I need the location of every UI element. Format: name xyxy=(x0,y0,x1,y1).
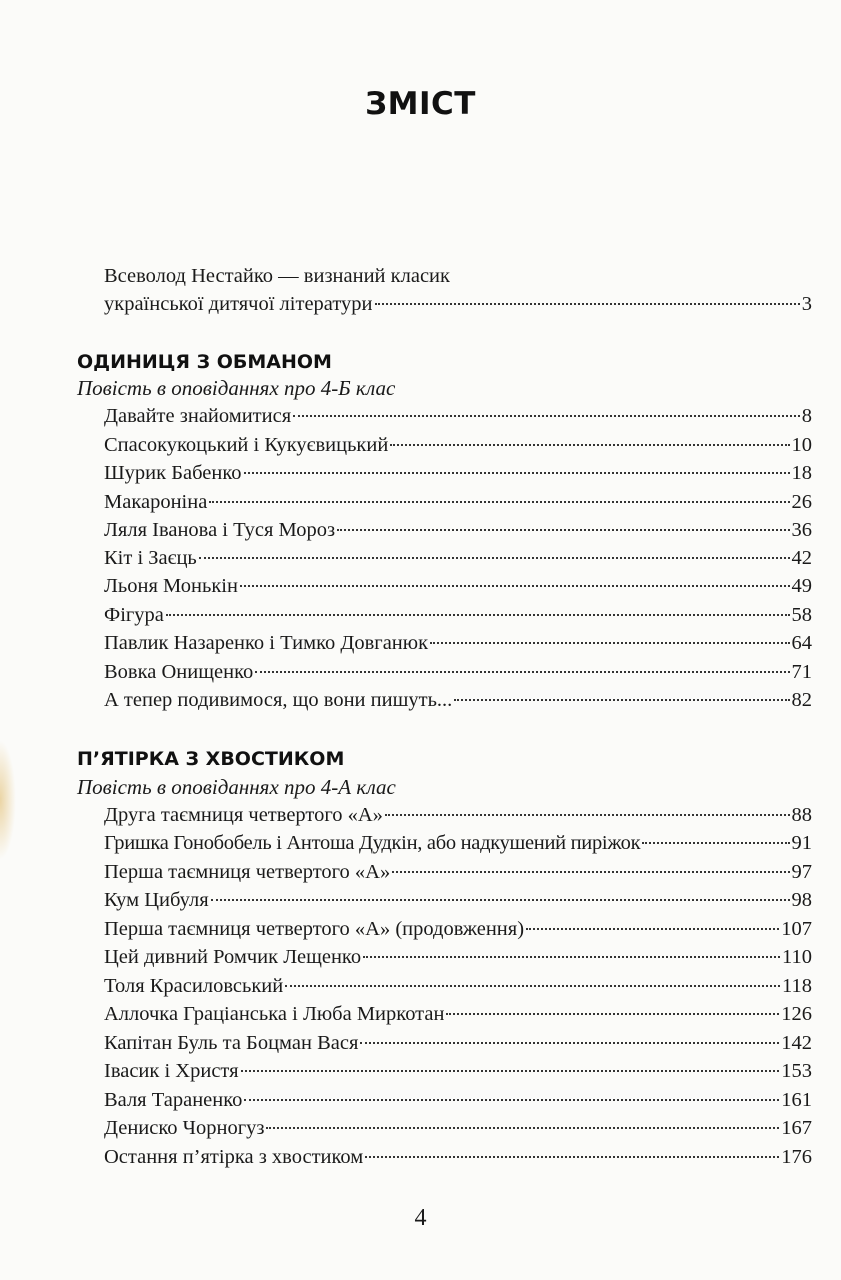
toc-leader-dots xyxy=(360,1042,779,1044)
toc-entry[interactable] xyxy=(104,1060,812,1090)
toc-entry-title: Спасокукоцький і Кукуєвицький xyxy=(104,434,389,456)
toc-entry-title: Цей дивний Ромчик Лещенко xyxy=(104,946,362,968)
toc-leader-dots xyxy=(211,899,790,901)
toc-leader-dots xyxy=(255,671,789,673)
section-title: ОДИНИЦЯ З ОБМАНОМ xyxy=(77,351,332,373)
toc-entry[interactable] xyxy=(104,861,812,891)
toc-leader-dots xyxy=(337,529,789,531)
toc-entry-title: Макароніна xyxy=(104,491,208,513)
toc-entry[interactable] xyxy=(104,689,812,719)
toc-entry-page: 97 xyxy=(791,861,812,883)
toc-entry-page: 3 xyxy=(801,293,812,315)
toc-entry-title: Остання п’ятірка з хвостиком xyxy=(104,1146,364,1168)
toc-entry-page: 88 xyxy=(791,804,812,826)
toc-entry-title: Всеволод Нестайко — визнаний класик xyxy=(104,265,450,287)
toc-leader-dots xyxy=(642,842,789,844)
toc-entry-page: 49 xyxy=(791,575,812,597)
toc-entry-intro-line1 xyxy=(104,265,704,295)
toc-entry-page: 98 xyxy=(791,889,812,911)
toc-leader-dots xyxy=(526,928,779,930)
toc-entry[interactable] xyxy=(104,604,812,634)
toc-leader-dots xyxy=(266,1127,779,1129)
toc-entry-page: 142 xyxy=(781,1032,812,1054)
toc-entry-page: 176 xyxy=(781,1146,812,1168)
toc-entry-page: 126 xyxy=(781,1003,812,1025)
toc-leader-dots xyxy=(392,871,789,873)
toc-leader-dots xyxy=(244,1099,779,1101)
section-subtitle: Повість в оповіданнях про 4-Б клас xyxy=(77,376,396,400)
toc-entry-page: 167 xyxy=(781,1117,812,1139)
toc-entry-page: 42 xyxy=(791,547,812,569)
toc-leader-dots xyxy=(240,585,790,587)
section-title: П’ЯТІРКА З ХВОСТИКОМ xyxy=(77,748,345,770)
toc-entry-title: Павлик Назаренко і Тимко Довганюк xyxy=(104,632,429,654)
page-number: 4 xyxy=(414,1205,427,1231)
toc-entry-title: Валя Тараненко xyxy=(104,1089,243,1111)
toc-leader-dots xyxy=(365,1156,779,1158)
toc-entry-page: 91 xyxy=(791,832,812,854)
toc-entry-page: 161 xyxy=(781,1089,812,1111)
toc-leader-dots xyxy=(199,557,790,559)
toc-entry-title: Кум Цибуля xyxy=(104,889,209,911)
toc-entry[interactable] xyxy=(104,462,812,492)
toc-leader-dots xyxy=(285,985,780,987)
toc-entry-page: 8 xyxy=(801,405,812,427)
toc-leader-dots xyxy=(166,614,790,616)
toc-entry-title: Толя Красиловський xyxy=(104,975,284,997)
toc-leader-dots xyxy=(363,956,780,958)
toc-entry[interactable] xyxy=(104,1117,812,1147)
toc-entry[interactable] xyxy=(104,1003,812,1033)
toc-entry-title: Кіт і Заєць xyxy=(104,547,197,569)
toc-entry[interactable] xyxy=(104,889,812,919)
toc-entry-page: 36 xyxy=(791,519,812,541)
toc-entry[interactable] xyxy=(104,575,812,605)
toc-entry-title: Івасик і Христя xyxy=(104,1060,239,1082)
toc-leader-dots xyxy=(209,501,789,503)
toc-leader-dots xyxy=(390,444,789,446)
toc-entry-title: Перша таємниця четвертого «А» xyxy=(104,861,391,883)
toc-entry-title: української дитячої літератури xyxy=(104,293,373,315)
page-edge-shadow xyxy=(0,740,16,860)
toc-entry-page: 110 xyxy=(782,946,812,968)
toc-leader-dots xyxy=(293,415,800,417)
toc-entry[interactable] xyxy=(104,519,812,549)
toc-leader-dots xyxy=(241,1070,780,1072)
toc-entry-title: Ляля Іванова і Туся Мороз xyxy=(104,519,336,541)
toc-entry-title: Друга таємниця четвертого «А» xyxy=(104,804,383,826)
toc-entry[interactable] xyxy=(104,1032,812,1062)
toc-entry-title: Аллочка Граціанська і Люба Миркотан xyxy=(104,1003,445,1025)
toc-entry[interactable] xyxy=(104,547,812,577)
toc-entry-title: Дениско Чорногуз xyxy=(104,1117,265,1139)
toc-entry-title: Гришка Гонобобель і Антоша Дудкін, або надкушений пиріжок xyxy=(104,832,641,854)
toc-entry[interactable] xyxy=(104,918,812,948)
toc-entry-title: Шурик Бабенко xyxy=(104,462,242,484)
toc-leader-dots xyxy=(454,699,789,701)
page-title: ЗМІСТ xyxy=(365,86,476,122)
toc-entry-page: 107 xyxy=(781,918,812,940)
toc-entry[interactable] xyxy=(104,804,812,834)
toc-leader-dots xyxy=(244,472,790,474)
toc-entry-intro[interactable] xyxy=(104,293,812,323)
toc-entry-title: Давайте знайомитися xyxy=(104,405,292,427)
toc-entry[interactable] xyxy=(104,946,812,976)
toc-entry[interactable] xyxy=(104,661,812,691)
toc-entry-page: 18 xyxy=(791,462,812,484)
toc-leader-dots xyxy=(375,303,800,305)
toc-entry[interactable] xyxy=(104,832,812,862)
section-subtitle: Повість в оповіданнях про 4-А клас xyxy=(77,775,396,799)
toc-entry-page: 26 xyxy=(791,491,812,513)
toc-entry[interactable] xyxy=(104,1089,812,1119)
toc-entry-page: 153 xyxy=(781,1060,812,1082)
toc-entry-page: 118 xyxy=(782,975,812,997)
toc-entry-title: Вовка Онищенко xyxy=(104,661,254,683)
toc-entry[interactable] xyxy=(104,434,812,464)
toc-entry[interactable] xyxy=(104,405,812,435)
toc-entry-page: 58 xyxy=(791,604,812,626)
toc-entry-title: Фігура xyxy=(104,604,164,626)
toc-leader-dots xyxy=(430,642,789,644)
toc-entry-title: Льоня Монькін xyxy=(104,575,238,597)
toc-leader-dots xyxy=(385,814,790,816)
toc-entry[interactable] xyxy=(104,975,812,1005)
toc-entry-page: 82 xyxy=(791,689,812,711)
toc-leader-dots xyxy=(446,1013,779,1015)
toc-entry-title: Капітан Буль та Боцман Вася xyxy=(104,1032,359,1054)
toc-entry-title: Перша таємниця четвертого «А» (продовження) xyxy=(104,918,525,940)
toc-entry-page: 71 xyxy=(791,661,812,683)
toc-entry[interactable] xyxy=(104,1146,812,1176)
toc-entry[interactable] xyxy=(104,491,812,521)
toc-entry-page: 10 xyxy=(791,434,812,456)
toc-entry[interactable] xyxy=(104,632,812,662)
toc-entry-page: 64 xyxy=(791,632,812,654)
toc-entry-title: А тепер подивимося, що вони пишуть... xyxy=(104,689,453,711)
